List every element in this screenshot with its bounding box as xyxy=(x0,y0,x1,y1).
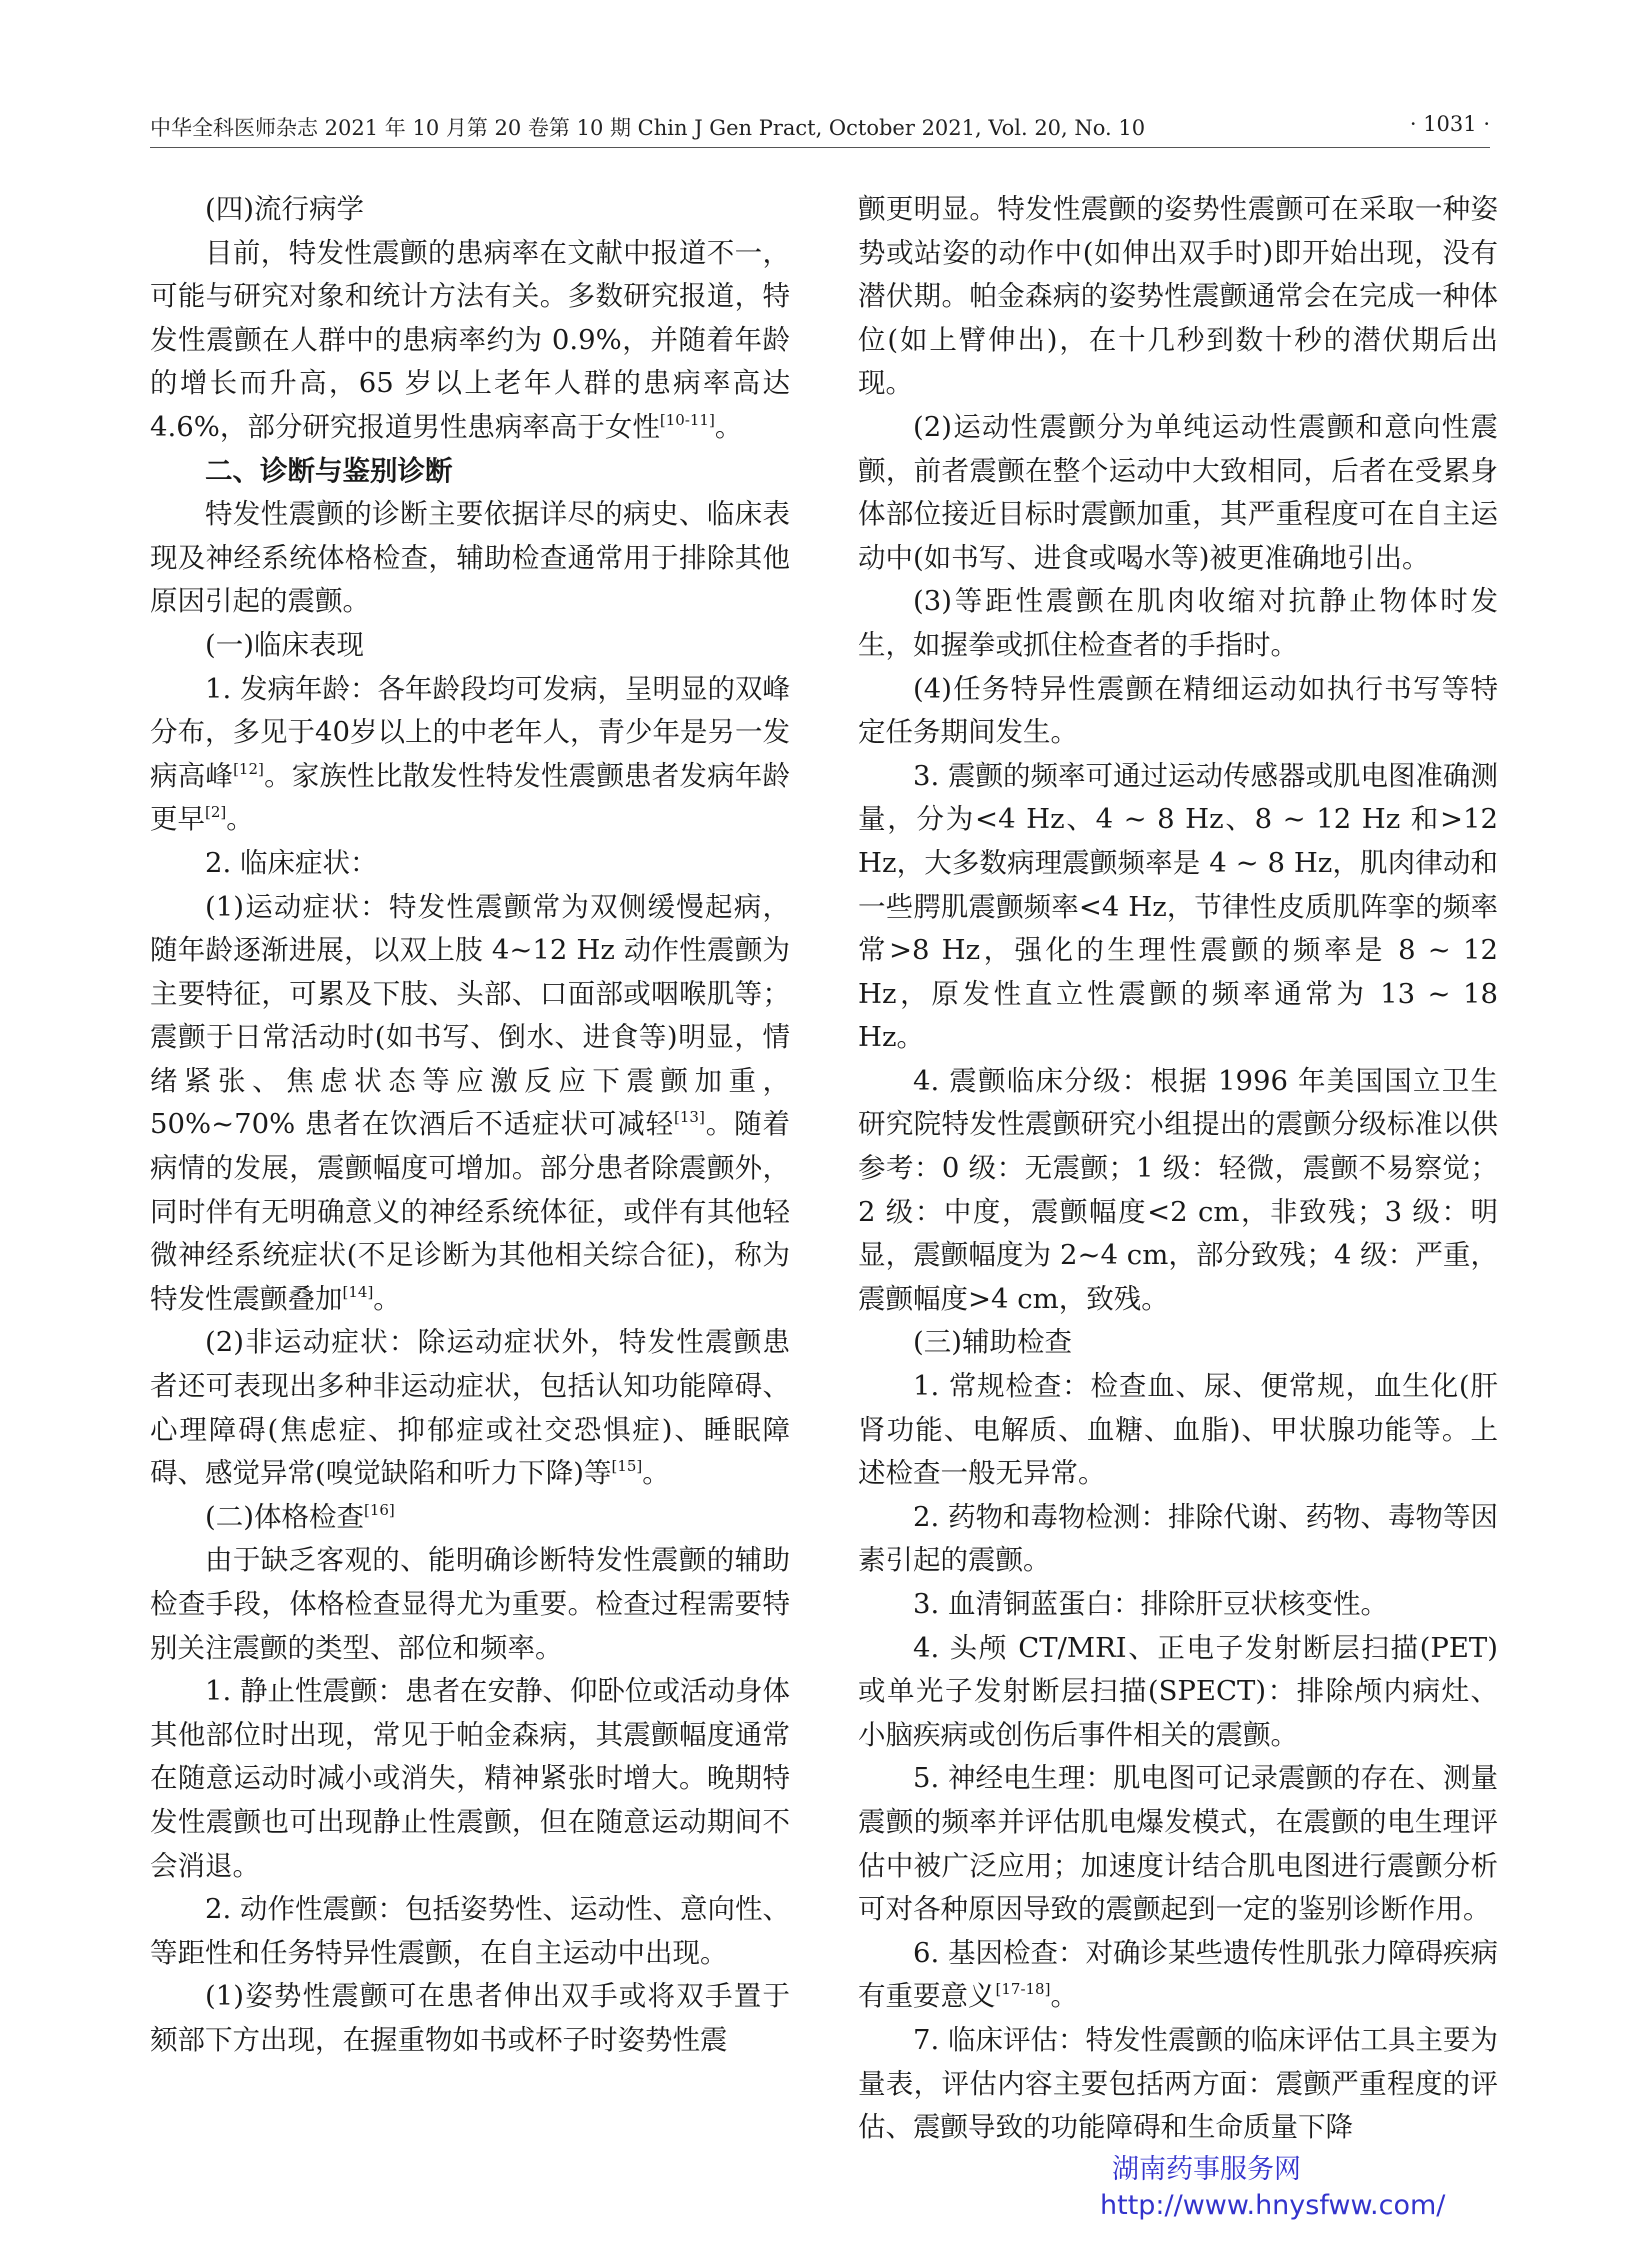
paragraph-text: 。 xyxy=(226,803,254,836)
citation-ref: [14] xyxy=(342,1282,374,1301)
paragraph-text: 2. 药物和毒物检测：排除代谢、药物、毒物等因素引起的震颤。 xyxy=(858,1500,1498,1577)
paragraph-text: 4. 震颤临床分级：根据 1996 年美国国立卫生研究院特发性震颤研究小组提出的震颤分级标准以供参考：0 级：无震颤；1 级：轻微，震颤不易察觉；2 级：中度，震颤幅度<2 cm，非致残；3 级：明显，震颤幅度为 2~4 cm，部分致残；4 级：严重，震颤幅度>4 cm，致残。 xyxy=(858,1064,1498,1315)
paragraph-text: 。家族性比散发性特发性震颤患者发病年龄更早 xyxy=(150,759,791,836)
paragraph-text: 6. 基因检查：对确诊某些遗传性肌张力障碍疾病有重要意义 xyxy=(858,1936,1498,2013)
paragraph-text: 3. 血清铜蓝蛋白：排除肝豆状核变性。 xyxy=(913,1588,1388,1620)
paragraph xyxy=(150,232,790,450)
paragraph-text: 目前，特发性震颤的患病率在文献中报道不一，可能与研究对象和统计方法有关。多数研究报道，特发性震颤在人群中的患病率约为 0.9%，并随着年龄的增长而升高，65 岁以上老年人群的患病率高达 4.6%，部分研究报道男性患病率高于女性 xyxy=(150,236,790,443)
paragraph-text: (1)运动症状：特发性震颤常为双侧缓慢起病，随年龄逐渐进展，以双上肢 4~12 Hz 动作性震颤为主要特征，可累及下肢、头部、口面部或咽喉肌等；震颤于日常活动时(如书写、倒水、进食等)明显，情绪紧张、焦虑状态等应激反应下震颤加重，50%~70% 患者在饮酒后不适症状可减轻 xyxy=(150,890,790,1141)
paragraph-text: 二、诊断与鉴别诊断 xyxy=(205,454,453,487)
paragraph-text: 5. 神经电生理：肌电图可记录震颤的存在、测量震颤的频率并评估肌电爆发模式，在震颤的电生理评估中被广泛应用；加速度计结合肌电图进行震颤分析可对各种原因导致的震颤起到一定的鉴别诊断作用。 xyxy=(858,1762,1498,1926)
paragraph xyxy=(858,1932,1498,2019)
paragraph xyxy=(150,1539,790,1670)
paragraph xyxy=(858,406,1498,580)
paragraph-text: 。 xyxy=(373,1282,401,1315)
paragraph-text: (4)任务特异性震颤在精细运动如执行书写等特定任务期间发生。 xyxy=(858,672,1498,749)
left-text-column xyxy=(150,188,790,2063)
paragraph xyxy=(150,493,790,624)
running-header xyxy=(150,112,1490,152)
paragraph-text: 。 xyxy=(642,1457,670,1490)
paragraph xyxy=(858,755,1498,1060)
paragraph xyxy=(858,1627,1498,1758)
citation-ref: [12] xyxy=(233,759,264,778)
citation-ref: [17-18] xyxy=(995,1980,1051,1999)
citation-ref: [13] xyxy=(674,1108,705,1127)
paragraph xyxy=(858,668,1498,755)
paragraph xyxy=(150,668,790,842)
paragraph-text: (2)非运动症状：除运动症状外，特发性震颤患者还可表现出多种非运动症状，包括认知功能障碍、心理障碍(焦虑症、抑郁症或社交恐惧症)、睡眠障碍、感觉异常(嗅觉缺陷和听力下降)等 xyxy=(150,1326,790,1490)
citation-ref: [16] xyxy=(363,1500,395,1519)
citation-ref: [10-11] xyxy=(659,410,715,429)
paragraph-text: (四)流行病学 xyxy=(205,193,364,225)
header-divider xyxy=(150,147,1490,148)
paragraph xyxy=(858,2019,1498,2150)
paragraph-text: 特发性震颤的诊断主要依据详尽的病史、临床表现及神经系统体格检查，辅助检查通常用于排除其他原因引起的震颤。 xyxy=(150,498,790,618)
paragraph xyxy=(858,1321,1498,1365)
paragraph xyxy=(150,188,790,232)
paragraph-text: 由于缺乏客观的、能明确诊断特发性震颤的辅助检查手段，体格检查显得尤为重要。检查过程需要特别关注震颤的类型、部位和频率。 xyxy=(150,1544,790,1664)
page-number: · 1031 · xyxy=(1409,112,1490,136)
paragraph xyxy=(858,580,1498,667)
paragraph xyxy=(150,842,790,886)
right-text-column xyxy=(858,188,1498,2150)
paragraph-text: 。 xyxy=(714,410,743,443)
paragraph-text: 7. 临床评估：特发性震颤的临床评估工具主要为量表，评估内容主要包括两方面：震颤严重程度的评估、震颤导致的功能障碍和生命质量下降 xyxy=(858,2023,1498,2144)
paragraph xyxy=(150,450,790,494)
paragraph xyxy=(150,1975,790,2062)
paragraph xyxy=(858,1583,1498,1627)
paragraph xyxy=(150,886,790,1322)
paragraph xyxy=(150,1321,790,1495)
paragraph-text: (3)等距性震颤在肌肉收缩对抗静止物体时发生，如握拳或抓住检查者的手指时。 xyxy=(858,585,1498,661)
site-watermark xyxy=(1100,2152,1520,2224)
paragraph-text: (三)辅助检查 xyxy=(913,1326,1072,1359)
paragraph xyxy=(150,1888,790,1975)
paragraph-text: 1. 发病年龄：各年龄段均可发病，呈明显的双峰分布，多见于40岁以上的中老年人，青少年是另一发病高峰 xyxy=(150,672,790,792)
journal-citation: 中华全科医师杂志 2021 年 10 月第 20 卷第 10 期 Chin J Gen Pract, October 2021, Vol. 20, No. 10 xyxy=(150,116,1146,140)
paragraph-text: (二)体格检查 xyxy=(205,1500,364,1533)
paragraph xyxy=(150,624,790,668)
paragraph-text: 2. 动作性震颤：包括姿势性、运动性、意向性、等距性和任务特异性震颤，在自主运动中出现。 xyxy=(150,1893,790,1969)
paragraph-text: 4. 头颅 CT/MRI、正电子发射断层扫描(PET)或单光子发射断层扫描(SPECT)：排除颅内病灶、小脑疾病或创伤后事件相关的震颤。 xyxy=(858,1631,1498,1751)
citation-ref: [15] xyxy=(611,1457,643,1476)
paragraph-text: 3. 震颤的频率可通过运动传感器或肌电图准确测量，分为<4 Hz、4 ~ 8 Hz、8 ~ 12 Hz 和>12 Hz，大多数病理震颤频率是 4 ~ 8 Hz，肌肉律动和一些腭肌震颤频率<4 Hz，节律性皮质肌阵挛的频率常>8 Hz，强化的生理性震颤的频率是 8 ~ 12 Hz，原发性直立性震颤的频率通常为 13 ~ 18 Hz。 xyxy=(858,759,1498,1054)
paragraph-text: (2)运动性震颤分为单纯运动性震颤和意向性震颤，前者震颤在整个运动中大致相同，后者在受累身体部位接近目标时震颤加重，其严重程度可在自主运动中(如书写、进食或喝水等)被更准确地引出。 xyxy=(858,410,1498,574)
paragraph-text: (1)姿势性震颤可在患者伸出双手或将双手置于颏部下方出现，在握重物如书或杯子时姿势性震 xyxy=(150,1980,790,2056)
paragraph xyxy=(150,1670,790,1888)
watermark-site-name: 湖南药事服务网 xyxy=(1112,2154,1301,2185)
paragraph-text: 1. 常规检查：检查血、尿、便常规，血生化(肝肾功能、电解质、血糖、血脂)、甲状腺功能等。上述检查一般无异常。 xyxy=(858,1370,1498,1490)
paragraph-text: 2. 临床症状： xyxy=(205,846,378,879)
paragraph xyxy=(858,1060,1498,1322)
paragraph xyxy=(858,1757,1498,1931)
paragraph-text: 。随着病情的发展，震颤幅度可增加。部分患者除震颤外，同时伴有无明确意义的神经系统体征，或伴有其他轻微神经系统症状(不足诊断为其他相关综合征)，称为特发性震颤叠加 xyxy=(150,1108,791,1315)
watermark-url: http://www.hnysfww.com/ xyxy=(1100,2190,1446,2221)
paragraph xyxy=(858,188,1498,406)
paragraph-text: 颤更明显。特发性震颤的姿势性震颤可在采取一种姿势或站姿的动作中(如伸出双手时)即开始出现，没有潜伏期。帕金森病的姿势性震颤通常会在完成一种体位(如上臂伸出)，在十几秒到数十秒的潜伏期后出现。 xyxy=(858,193,1498,400)
paragraph-text: 1. 静止性震颤：患者在安静、仰卧位或活动身体其他部位时出现，常见于帕金森病，其震颤幅度通常在随意运动时减小或消失，精神紧张时增大。晚期特发性震颤也可出现静止性震颤，但在随意运动期间不会消退。 xyxy=(150,1675,790,1882)
paragraph-text: 。 xyxy=(1050,1980,1078,2013)
paragraph-text: (一)临床表现 xyxy=(205,628,364,661)
paragraph xyxy=(858,1365,1498,1496)
paragraph xyxy=(150,1496,790,1540)
paragraph xyxy=(858,1496,1498,1583)
citation-ref: [2] xyxy=(205,803,227,822)
